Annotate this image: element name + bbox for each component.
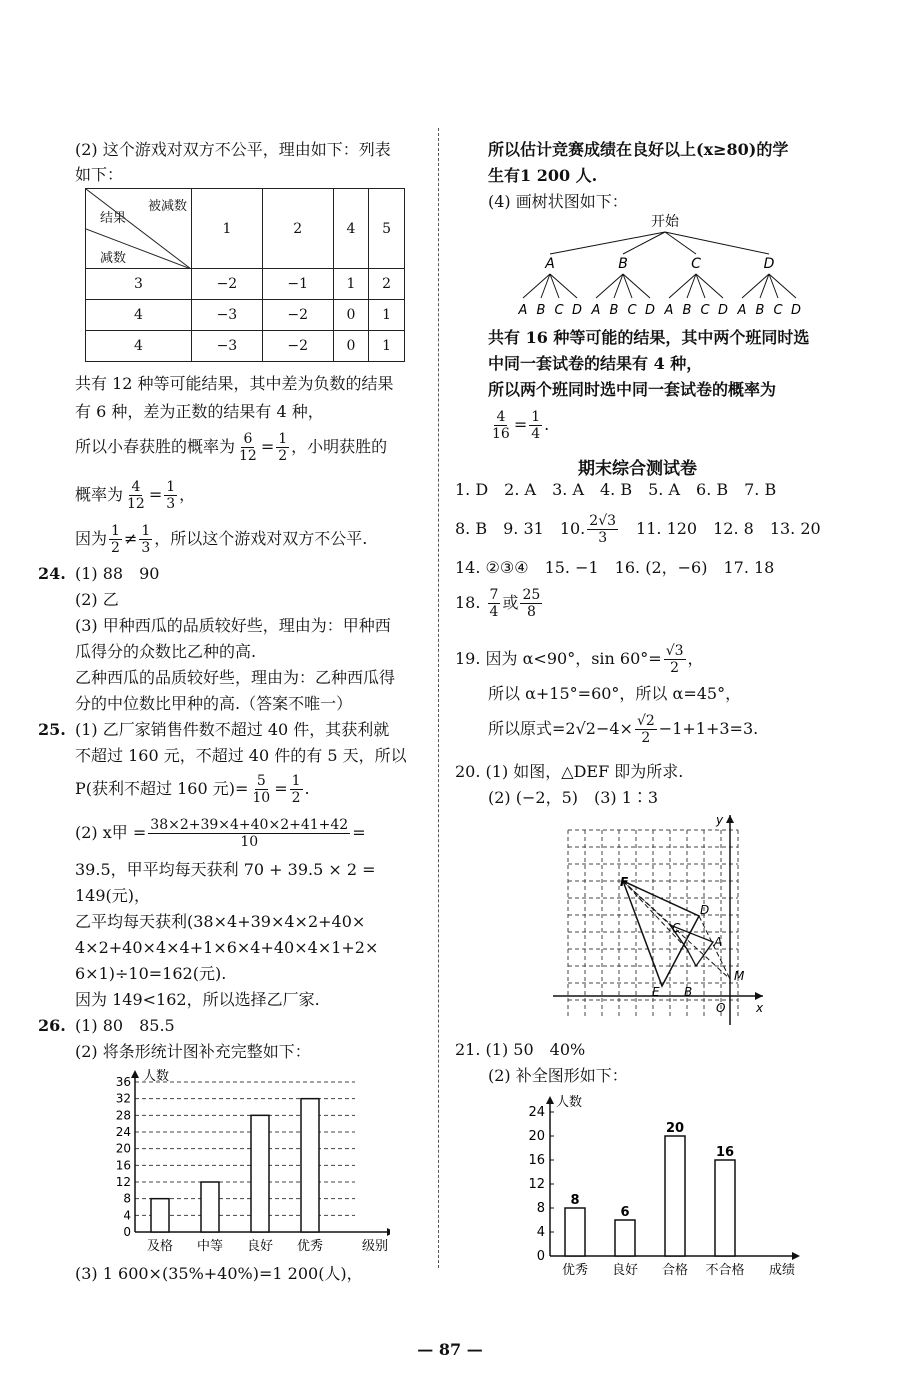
frac-num: 5 — [256, 773, 266, 789]
answers-line4 — [455, 586, 544, 620]
y-axis-label: 人数 — [143, 1069, 170, 1084]
y-axis-arrow — [131, 1070, 139, 1078]
text-p4 — [75, 478, 195, 512]
frac-num: 1 — [166, 479, 176, 495]
text-span: ，小明获胜的 — [291, 437, 388, 456]
r-line3: (4) 画树状图如下： — [488, 192, 628, 211]
text-span: P(获利不超过 160 元)= — [75, 779, 249, 798]
bar — [615, 1220, 635, 1256]
frac-den: 2 — [641, 730, 651, 746]
q24-part1: (1) 88 90 — [75, 564, 160, 583]
row-label: 4 — [86, 331, 192, 362]
q25-part2g: 因为 149<162，所以选择乙厂家. — [75, 990, 320, 1009]
tree-leaf-label: C — [773, 303, 783, 318]
y-tick-label: 16 — [528, 1153, 545, 1168]
q25-part2e: 4×2+40×4×4+1×6×4+40×4×1+2× — [75, 938, 379, 957]
text-span: 8. B 9. 31 10. — [455, 519, 586, 538]
frac-den: 2 — [670, 660, 680, 676]
q20-line2: (2) (−2，5) (3) 1∶3 — [488, 788, 659, 807]
y-axis-arrow — [726, 815, 734, 823]
y-axis-arrow — [546, 1096, 554, 1104]
fraction — [635, 713, 657, 746]
text-p3 — [75, 430, 387, 464]
frac-num: 4 — [131, 479, 141, 495]
tree-node-label: C — [691, 256, 701, 272]
frac-num: 1 — [111, 523, 120, 539]
y-tick-label: 24 — [528, 1105, 545, 1120]
frac-num: √3 — [665, 643, 684, 659]
data-label: 20 — [665, 1121, 685, 1136]
answers-line2 — [455, 512, 821, 546]
frac-den: 3 — [598, 530, 608, 546]
tree-diagram — [505, 212, 825, 322]
table-row — [86, 331, 405, 362]
point-label-m: M — [734, 969, 745, 983]
text-span: 18. — [455, 593, 481, 612]
q25-part2b: 39.5，甲平均每天获利 70 + 39.5 × 2 = — [75, 860, 376, 879]
table-cell: 1 — [369, 331, 405, 362]
q24-part3a: (3) 甲种西瓜的品质较好些，理由为：甲种西 — [75, 616, 391, 635]
x-axis-label: 级别 — [361, 1239, 389, 1254]
table-row — [86, 300, 405, 331]
bar — [565, 1208, 585, 1256]
q26-part3: (3) 1 600×(35%+40%)=1 200(人)， — [75, 1264, 363, 1283]
text-span: (2) x甲 = — [75, 823, 147, 842]
q20-line1: 20. (1) 如图，△DEF 即为所求. — [455, 762, 684, 781]
table-cell: −3 — [192, 331, 263, 362]
fraction — [148, 817, 350, 850]
frac-den: 12 — [239, 448, 257, 464]
fraction — [290, 773, 303, 806]
y-tick-label: 0 — [536, 1249, 545, 1264]
tree-leaf-label: B — [609, 303, 619, 318]
frac-num: 6 — [243, 431, 253, 447]
x-tick-label: 中等 — [196, 1239, 224, 1254]
y-tick-label: 12 — [528, 1177, 545, 1192]
q24-part3d: 分的中位数比甲种的高.（答案不唯一） — [75, 694, 353, 713]
y-tick-label: 28 — [115, 1108, 131, 1123]
frac-den: 3 — [166, 496, 176, 512]
point-label-c: C — [672, 921, 681, 935]
table-cell: −2 — [192, 269, 263, 300]
tree-branch — [623, 232, 665, 254]
q25-part2d: 乙平均每天获利(38×4+39×4×2+40× — [75, 912, 366, 931]
q25-part1b: 不超过 160 元，不超过 40 件的有 5 天，所以 — [75, 746, 407, 765]
row-label: 4 — [86, 300, 192, 331]
fraction — [587, 513, 618, 546]
r-line4: 共有 16 种等可能的结果，其中两个班同时选 — [488, 328, 810, 347]
frac-num: 7 — [489, 587, 499, 603]
text-span: 19. 因为 α<90°，sin 60°= — [455, 649, 662, 668]
fraction — [237, 431, 259, 464]
bar — [151, 1199, 169, 1232]
point-label-b: B — [684, 985, 693, 999]
answers-line3: 14. ②③④ 15. −1 16. (2，−6) 17. 18 — [455, 558, 775, 577]
fraction — [139, 523, 152, 556]
x-tick-label: 优秀 — [296, 1239, 324, 1254]
table-cell: −2 — [262, 331, 333, 362]
fraction — [276, 431, 289, 464]
table-cell: −1 — [262, 269, 333, 300]
eq-sign: = — [274, 779, 288, 798]
r-line5: 中同一套试卷的结果有 4 种， — [488, 354, 703, 373]
table-header: 4 — [333, 189, 369, 269]
answers-line1: 1. D 2. A 3. A 4. B 5. A 6. B 7. B — [455, 480, 777, 499]
x-tick-label: 合格 — [661, 1263, 689, 1278]
x-axis-arrow — [755, 992, 763, 1000]
frac-den: 8 — [526, 604, 536, 620]
column-divider — [438, 128, 439, 1268]
tree-leaf-label: C — [627, 303, 637, 318]
q21-line2: (2) 补全图形如下： — [488, 1066, 628, 1085]
r-line1: 所以估计竞赛成绩在良好以上(x≥80)的学 — [488, 140, 789, 159]
tree-leaf-label: A — [591, 303, 601, 318]
frac-den: 4 — [531, 426, 541, 442]
tree-leaf-label: D — [717, 303, 729, 318]
y-tick-label: 20 — [528, 1129, 545, 1144]
text-span: 11. 120 12. 8 13. 20 — [620, 519, 821, 538]
q25-part1a: (1) 乙厂家销售件数不超过 40 件，其获利就 — [75, 720, 390, 739]
frac-den: 4 — [489, 604, 499, 620]
tree-leaf-label: A — [737, 303, 747, 318]
x-axis-arrow — [387, 1228, 390, 1236]
data-label: 6 — [620, 1205, 630, 1220]
bar — [715, 1160, 735, 1256]
text-span: . — [304, 779, 310, 798]
x-tick-label: 良好 — [611, 1263, 639, 1278]
q19-line2: 所以 α+15°=60°，所以 α=45°， — [488, 684, 742, 703]
tree-leaf-label: A — [664, 303, 674, 318]
text-span: 因为 — [75, 529, 108, 548]
x-tick-label: 良好 — [246, 1239, 274, 1254]
text-span: . — [544, 415, 550, 434]
fraction — [529, 409, 542, 442]
frac-den: 2 — [111, 540, 120, 556]
text-span: 或 — [502, 593, 519, 612]
fraction — [125, 479, 147, 512]
eq-sign: = — [352, 823, 366, 842]
y-tick-label: 24 — [115, 1125, 131, 1139]
frac-den: 10 — [252, 790, 271, 806]
table-cell: 0 — [333, 331, 369, 362]
table-cell: 0 — [333, 300, 369, 331]
q24-part3b: 瓜得分的众数比乙种的高. — [75, 642, 257, 661]
frac-den: 2 — [291, 790, 301, 806]
table-cell: −3 — [192, 300, 263, 331]
fraction — [164, 479, 177, 512]
bar-chart-levels — [90, 1062, 390, 1262]
bar-chart-grades — [505, 1086, 805, 1286]
table-cell: 1 — [333, 269, 369, 300]
x-tick-label: 优秀 — [561, 1263, 589, 1278]
table-row — [86, 269, 405, 300]
tree-node-label: A — [545, 256, 555, 272]
tree-leaf-label: D — [790, 303, 802, 318]
corner-bottom-label: 减数 — [100, 251, 127, 266]
q26-part1: (1) 80 85.5 — [75, 1016, 175, 1035]
frac-num: 1 — [141, 523, 151, 539]
q19-line3 — [488, 712, 758, 746]
data-label: 8 — [570, 1193, 580, 1208]
frac-num: 1 — [278, 431, 288, 447]
frac-num: 38×2+39×4+40×2+41+42 — [150, 817, 349, 833]
frac-num: 1 — [291, 773, 301, 789]
r-line2: 生有1 200 人. — [488, 166, 598, 185]
point-label-d: D — [700, 903, 710, 917]
tree-leaf-label: A — [518, 303, 528, 318]
bar — [201, 1182, 219, 1232]
frac-num: 1 — [531, 409, 541, 425]
frac-den: 10 — [240, 834, 259, 850]
frac-num: 25 — [522, 587, 541, 603]
table-header: 1 — [192, 189, 263, 269]
axis-label-y: y — [716, 813, 724, 827]
text-span: 所以原式=2√2−4× — [488, 719, 633, 738]
text-span: 所以小春获胜的概率为 — [75, 437, 236, 456]
bar — [665, 1136, 685, 1256]
corner-mid-label: 结果 — [100, 211, 127, 226]
section-title: 期末综合测试卷 — [578, 459, 697, 479]
q24-part3c: 乙种西瓜的品质较好些，理由为：乙种西瓜得 — [75, 668, 396, 687]
q23-2-intro2: 如下： — [75, 165, 124, 184]
point-label-f: F — [620, 875, 629, 889]
tree-leaf-label: B — [755, 303, 765, 318]
text-span: ，所以这个游戏对双方不公平. — [154, 529, 368, 548]
frac-num: 2√3 — [589, 513, 617, 529]
q25-number: 25. — [38, 720, 66, 739]
table-header: 2 — [262, 189, 333, 269]
r-line6: 所以两个班同时选中同一套试卷的概率为 — [488, 380, 777, 399]
neq-sign: ≠ — [123, 529, 138, 548]
x-axis-arrow — [792, 1252, 800, 1260]
frac-den: 12 — [127, 496, 145, 512]
y-tick-label: 12 — [115, 1175, 131, 1189]
text-span: ， — [179, 485, 196, 504]
table-corner — [86, 189, 192, 269]
y-tick-label: 16 — [115, 1158, 131, 1173]
point-label-a: A — [714, 935, 723, 949]
x-axis-label: 成绩 — [768, 1263, 796, 1278]
q24-part2: (2) 乙 — [75, 590, 119, 609]
y-tick-label: 32 — [115, 1091, 131, 1106]
eq-sign: = — [148, 485, 163, 504]
text-p5 — [75, 522, 367, 556]
text-span: ， — [687, 649, 704, 668]
text-p2: 有 6 种，差为正数的结果有 4 种， — [75, 402, 324, 421]
point-label-e: E — [652, 985, 660, 999]
triangle-def — [623, 881, 699, 986]
q24-number: 24. — [38, 564, 66, 583]
fraction — [490, 409, 512, 442]
fraction — [520, 587, 542, 620]
table-cell: 1 — [369, 300, 405, 331]
table-cell: −2 — [262, 300, 333, 331]
x-tick-label: 及格 — [146, 1239, 174, 1254]
fraction — [250, 773, 272, 806]
y-tick-label: 36 — [115, 1075, 131, 1089]
bar — [251, 1115, 269, 1232]
text-p1: 共有 12 种等可能结果，其中差为负数的结果 — [75, 374, 394, 393]
q23-2-intro: (2) 这个游戏对双方不公平，理由如下：列表 — [75, 140, 391, 159]
frac-num: √2 — [636, 713, 655, 729]
text-span: 概率为 — [75, 485, 124, 504]
q25-part1c — [75, 772, 310, 806]
tree-node-label: D — [763, 256, 775, 272]
frac-num: 4 — [496, 409, 506, 425]
fraction — [488, 587, 501, 620]
q19-line1 — [455, 642, 704, 676]
frac-den: 2 — [278, 448, 288, 464]
fraction — [664, 643, 686, 676]
tree-node-label: B — [618, 256, 628, 272]
q25-part2c: 149(元)， — [75, 886, 151, 905]
y-tick-label: 0 — [123, 1225, 131, 1239]
tree-leaf-label: C — [700, 303, 710, 318]
table-cell: 2 — [369, 269, 405, 300]
frac-den: 16 — [492, 426, 510, 442]
difference-table — [85, 188, 405, 362]
text-span: −1+1+3=3. — [658, 719, 759, 738]
frac-den: 3 — [141, 540, 151, 556]
tree-leaf-label: B — [682, 303, 692, 318]
tree-leaf-label: D — [644, 303, 656, 318]
point-label-o: O — [716, 1001, 726, 1015]
q25-part2f: 6×1)÷10=162(元). — [75, 964, 227, 983]
y-tick-label: 4 — [536, 1225, 545, 1240]
tree-root-label: 开始 — [651, 214, 679, 230]
eq-sign: = — [513, 415, 528, 434]
tree-leaf-label: D — [571, 303, 583, 318]
bar — [301, 1099, 319, 1232]
y-tick-label: 8 — [536, 1201, 545, 1216]
coordinate-grid-figure — [548, 810, 770, 1030]
eq-sign: = — [260, 437, 275, 456]
tree-branch — [550, 232, 665, 254]
y-axis-label: 人数 — [556, 1095, 583, 1110]
q26-part2: (2) 将条形统计图补充完整如下： — [75, 1042, 311, 1061]
q25-part2a — [75, 816, 366, 850]
data-label: 16 — [715, 1145, 735, 1160]
y-tick-label: 8 — [123, 1191, 131, 1206]
q21-line1: 21. (1) 50 40% — [455, 1040, 586, 1059]
tree-leaf-label: B — [536, 303, 546, 318]
fraction — [109, 523, 122, 556]
y-tick-label: 4 — [123, 1208, 131, 1223]
x-tick-label: 不合格 — [705, 1263, 745, 1278]
axis-label-x: x — [756, 1001, 764, 1015]
y-tick-label: 20 — [115, 1141, 131, 1156]
page-number: — 87 — — [417, 1340, 483, 1359]
table-header: 5 — [369, 189, 405, 269]
corner-top-label: 被减数 — [147, 199, 187, 214]
r-line7 — [488, 408, 549, 442]
q26-number: 26. — [38, 1016, 66, 1035]
row-label: 3 — [86, 269, 192, 300]
tree-leaf-label: C — [554, 303, 564, 318]
